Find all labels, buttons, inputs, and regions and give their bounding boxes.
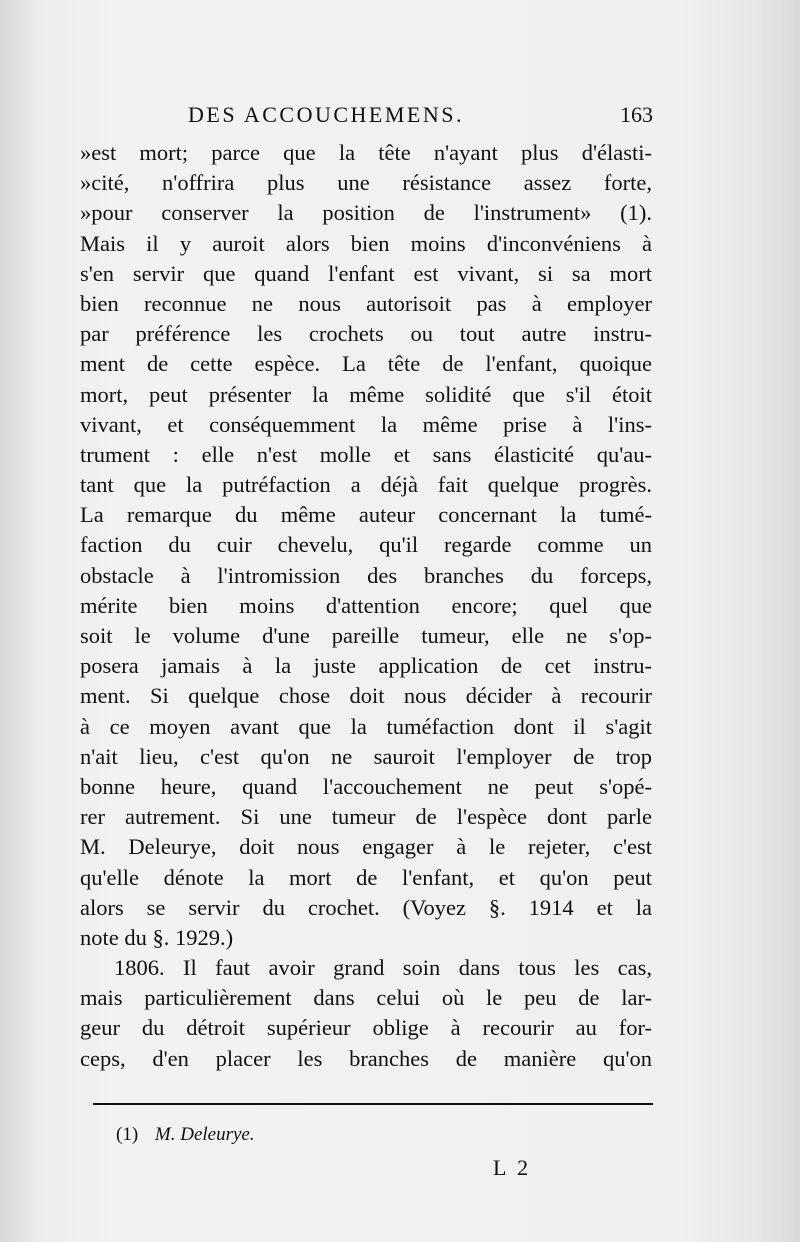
- text-line: n'ait lieu, c'est qu'on ne sauroit l'employer de trop: [80, 743, 652, 769]
- text-line: »est mort; parce que la tête n'ayant plus d'élasti-: [80, 140, 652, 165]
- text-line: vivant, et conséquemment la même prise à l'ins-: [80, 411, 652, 437]
- page-header: [188, 102, 653, 132]
- signature-mark: L 2: [493, 1155, 532, 1180]
- text-line: 1806. Il faut avoir grand soin dans tous les cas,: [114, 955, 652, 981]
- text-line: ment. Si quelque chose doit nous décider à recourir: [80, 683, 652, 709]
- footnote: [116, 1124, 255, 1146]
- text-line: faction du cuir chevelu, qu'il regarde comme un: [80, 532, 652, 558]
- text-line: ment de cette espèce. La tête de l'enfant, quoique: [80, 351, 652, 377]
- text-line: »cité, n'offrira plus une résistance assez forte,: [80, 170, 652, 196]
- text-line: Mais il y auroit alors bien moins d'inconvéniens à: [80, 230, 652, 256]
- text-line: soit le volume d'une pareille tumeur, elle ne s'op-: [80, 623, 652, 648]
- text-line: mais particulièrement dans celui où le peu de lar-: [80, 985, 652, 1011]
- text-line: tant que la putréfaction a déjà fait quelque progrès.: [80, 472, 652, 498]
- running-title: DES ACCOUCHEMENS.: [188, 102, 464, 127]
- text-line: mort, peut présenter la même solidité que s'il étoit: [80, 381, 652, 407]
- text-line: M. Deleurye, doit nous engager à le rejeter, c'est: [80, 834, 652, 860]
- text-line: alors se servir du crochet. (Voyez §. 1914 et la: [80, 894, 652, 920]
- text-line: qu'elle dénote la mort de l'enfant, et qu'on peut: [80, 864, 652, 890]
- page-number: 163: [620, 102, 653, 127]
- text-line: La remarque du même auteur concernant la tumé-: [80, 502, 652, 528]
- text-line: »pour conserver la position de l'instrument» (1).: [80, 200, 652, 226]
- text-line: à ce moyen avant que la tuméfaction dont il s'agit: [80, 713, 652, 739]
- text-line: posera jamais à la juste application de cet instru-: [80, 653, 652, 679]
- text-line: obstacle à l'intromission des branches du forceps,: [80, 562, 652, 588]
- footnote-text: M. Deleurye.: [154, 1124, 255, 1145]
- text-line: mérite bien moins d'attention encore; quel que: [80, 592, 652, 618]
- footnote-rule: [93, 1103, 653, 1105]
- body-text: [80, 138, 652, 1074]
- text-line: trument : elle n'est molle et sans élasticité qu'au-: [80, 441, 652, 467]
- text-line: par préférence les crochets ou tout autre instru-: [80, 321, 652, 347]
- text-line: bonne heure, quand l'accouchement ne peut s'opé-: [80, 773, 652, 799]
- text-line: rer autrement. Si une tumeur de l'espèce dont parle: [80, 804, 652, 830]
- text-line: note du §. 1929.): [80, 924, 234, 950]
- text-line: s'en servir que quand l'enfant est vivant, si sa mort: [80, 260, 652, 286]
- text-line: geur du détroit supérieur oblige à recourir au for-: [80, 1015, 652, 1041]
- text-line: ceps, d'en placer les branches de manière qu'on: [80, 1045, 652, 1071]
- text-line: bien reconnue ne nous autorisoit pas à employer: [80, 290, 652, 316]
- footnote-mark: (1): [116, 1124, 139, 1145]
